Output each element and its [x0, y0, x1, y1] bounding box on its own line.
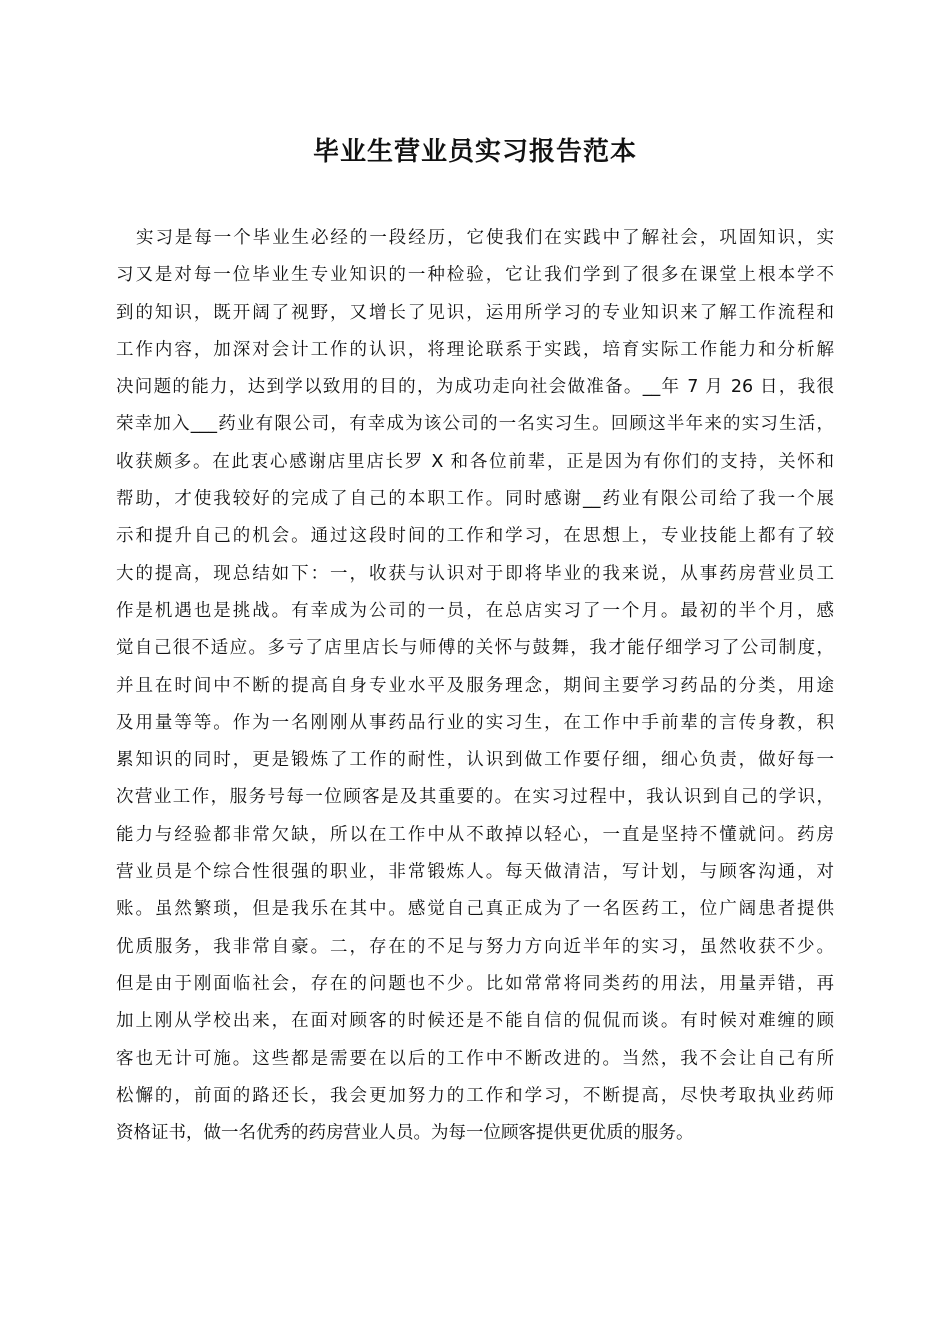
paragraph-line: 帮助，才使我较好的完成了自己的本职工作。同时感谢__药业有限公司给了我一个展: [116, 489, 834, 510]
paragraph-line: 账。虽然繁琐，但是我乐在其中。感觉自己真正成为了一名医药工，位广阔患者提供: [116, 899, 834, 920]
paragraph-line: 资格证书，做一名优秀的药房营业人员。为每一位顾客提供更优质的服务。: [116, 1123, 694, 1144]
paragraph-line: 荣幸加入___药业有限公司，有幸成为该公司的一名实习生。回顾这半年来的实习生活，: [116, 414, 834, 435]
paragraph-line: 觉自己很不适应。多亏了店里店长与师傅的关怀与鼓舞，我才能仔细学习了公司制度，: [116, 638, 834, 659]
paragraph-line: 示和提升自己的机会。通过这段时间的工作和学习，在思想上，专业技能上都有了较: [116, 526, 834, 547]
paragraph-line: 到的知识，既开阔了视野，又增长了见识，运用所学习的专业知识来了解工作流程和: [116, 302, 834, 323]
paragraph-line: 营业员是个综合性很强的职业，非常锻炼人。每天做清洁，写计划，与顾客沟通，对: [116, 862, 834, 883]
body-paragraph: [116, 220, 834, 1152]
paragraph-line: 松懈的，前面的路还长，我会更加努力的工作和学习，不断提高，尽快考取执业药师: [116, 1085, 834, 1106]
paragraph-line: 作是机遇也是挑战。有幸成为公司的一员，在总店实习了一个月。最初的半个月，感: [116, 600, 834, 621]
paragraph-line: 工作内容，加深对会计工作的认识，将理论联系于实践，培育实际工作能力和分析解: [116, 339, 834, 360]
paragraph-line: 大的提高，现总结如下：一，收获与认识对于即将毕业的我来说，从事药房营业员工: [116, 563, 834, 584]
paragraph-line: 客也无计可施。这些都是需要在以后的工作中不断改进的。当然，我不会让自己有所: [116, 1048, 834, 1069]
paragraph-line: 次营业工作，服务号每一位顾客是及其重要的。在实习过程中，我认识到自己的学识，: [116, 787, 834, 808]
paragraph-line: 累知识的同时，更是锻炼了工作的耐性，认识到做工作要仔细，细心负责，做好每一: [116, 750, 834, 771]
paragraph-line: 加上刚从学校出来，在面对顾客的时候还是不能自信的侃侃而谈。有时候对难缠的顾: [116, 1011, 834, 1032]
paragraph-line: 决问题的能力，达到学以致用的目的，为成功走向社会做准备。__年 7 月 26 日，我很: [116, 377, 834, 398]
paragraph-line: 并且在时间中不断的提高自身专业水平及服务理念，期间主要学习药品的分类，用途: [116, 675, 834, 696]
paragraph-line: 及用量等等。作为一名刚刚从事药品行业的实习生，在工作中手前辈的言传身教，积: [116, 712, 834, 733]
paragraph-line: 实习是每一个毕业生必经的一段经历，它使我们在实践中了解社会，巩固知识，实: [136, 228, 834, 248]
paragraph-line: 收获颇多。在此衷心感谢店里店长罗 X 和各位前辈，正是因为有你们的支持，关怀和: [116, 451, 834, 472]
paragraph-line: 优质服务，我非常自豪。二，存在的不足与努力方向近半年的实习，虽然收获不少。: [116, 936, 834, 957]
paragraph-line: 能力与经验都非常欠缺，所以在工作中从不敢掉以轻心，一直是坚持不懂就问。药房: [116, 824, 834, 845]
paragraph-line: 习又是对每一位毕业生专业知识的一种检验，它让我们学到了很多在课堂上根本学不: [116, 265, 834, 286]
paragraph-line: 但是由于刚面临社会，存在的问题也不少。比如常常将同类药的用法，用量弄错，再: [116, 973, 834, 994]
document-title: 毕业生营业员实习报告范本: [312, 137, 637, 167]
